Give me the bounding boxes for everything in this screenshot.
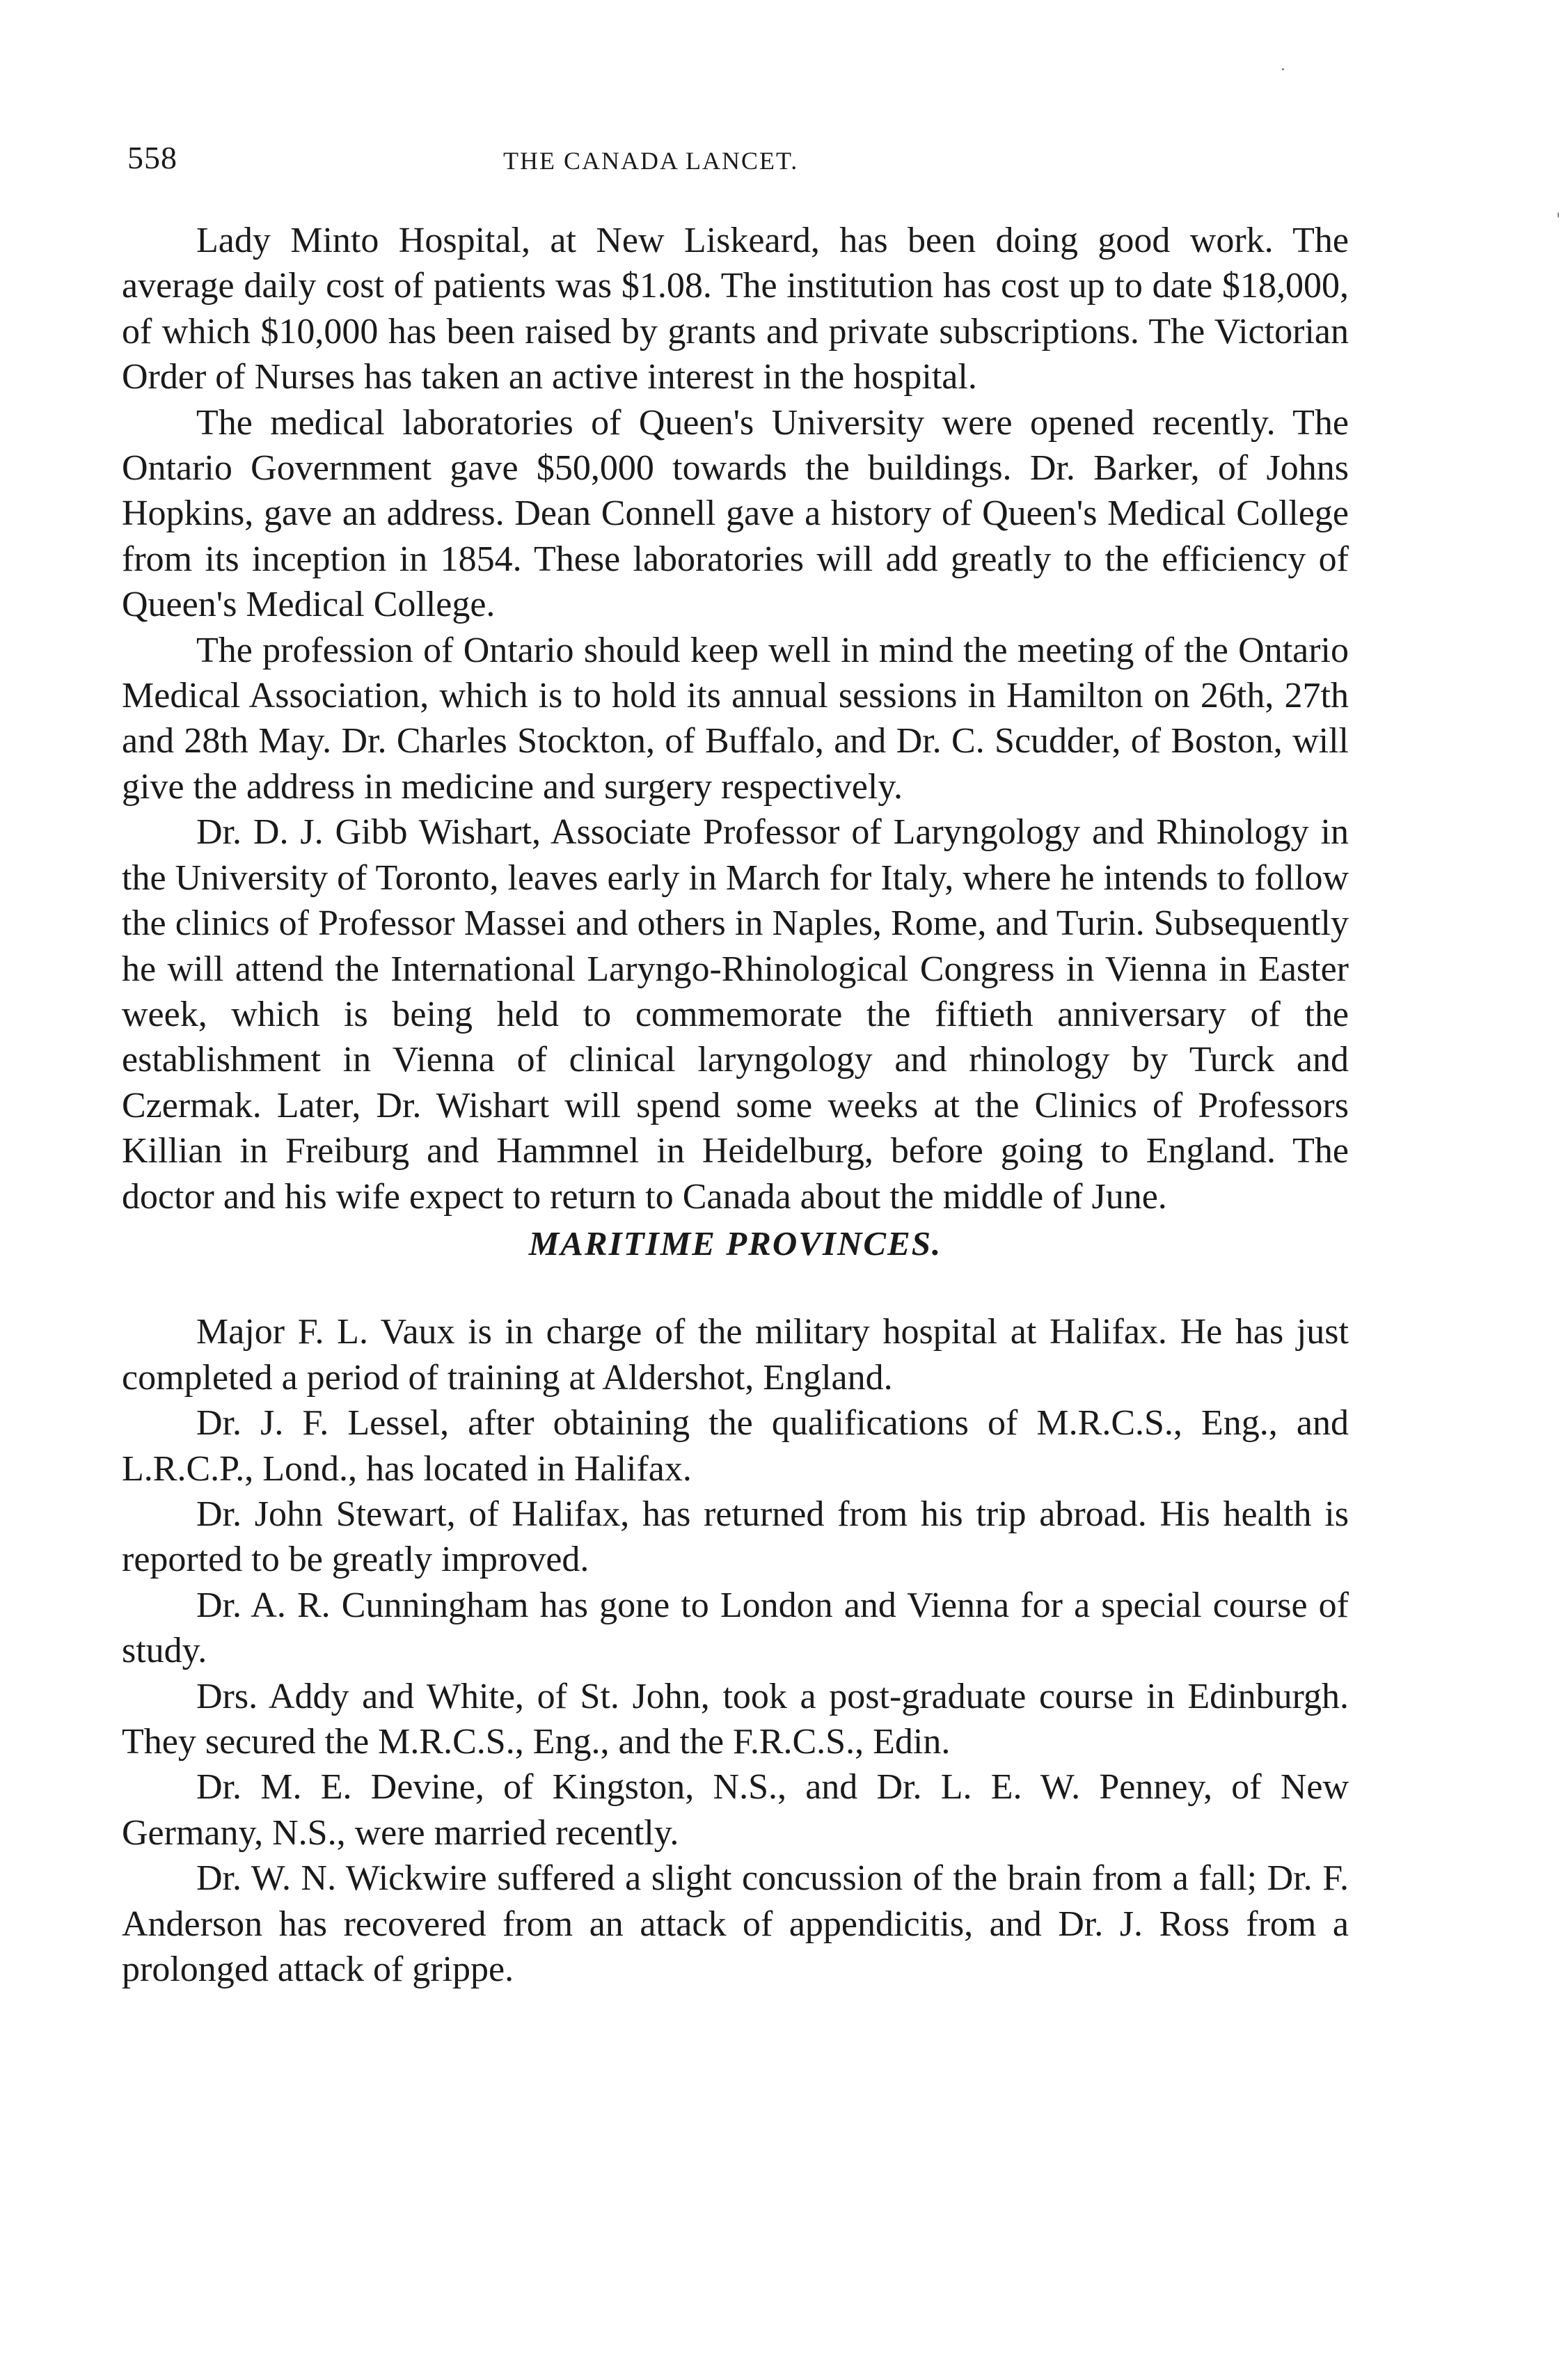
scan-speck	[1558, 212, 1559, 218]
paragraph-dr-wishart: Dr. D. J. Gibb Wishart, Associate Professor of Laryngology and Rhinology in the University of Toronto, leaves early in March for Italy, where he intends to follow the clinics of Professor Massei and others in Naples, Rome, and Turin. Subsequently he will attend the International Laryngo-Rhinological Congress in Vienna in Easter week, which is being held to commemorate the fiftieth anniversary of the establishment in Vienna of clinical laryngology and rhinology by Turck and Czermak. Later, Dr. Wishart will spend some weeks at the Clinics of Professors Killian in Freiburg and Hammnel in Heidelburg, before going to England. The doctor and his wife expect to return to Canada about the middle of June.	[122, 812, 1349, 1217]
paragraph-ontario-medical-association: The profession of Ontario should keep well in mind the meeting of the Ontario Medical Association, which is to hold its annual sessions in Hamilton on 26th, 27th and 28th May. Dr. Charles Stockton, of Buffalo, and Dr. C. Scudder, of Boston, will give the address in medicine and surgery respectively.	[122, 630, 1349, 807]
paragraph-dr-cunningham: Dr. A. R. Cunningham has gone to London and Vienna for a special course of study.	[122, 1585, 1349, 1671]
paragraph-major-vaux: Major F. L. Vaux is in charge of the military hospital at Halifax. He has just completed a period of training at Aldershot, England.	[122, 1312, 1349, 1398]
paragraph-queens-laboratories: The medical laboratories of Queen's University were opened recently. The Ontario Government gave $50,000 towards the buildings. Dr. Barker, of Johns Hopkins, gave an address. Dean Connell gave a history of Queen's Medical College from its inception in 1854. These laboratories will add greatly to the efficiency of Queen's Medical College.	[122, 402, 1349, 625]
section-heading-maritime-provinces: MARITIME PROVINCES.	[528, 1224, 942, 1263]
paragraph-devine-penney: Dr. M. E. Devine, of Kingston, N.S., and Dr. L. E. W. Penney, of New Germany, N.S., were married recently.	[122, 1767, 1349, 1853]
paragraph-dr-wickwire: Dr. W. N. Wickwire suffered a slight concussion of the brain from a fall; Dr. F. Anderson has recovered from an attack of appendicitis, and Dr. J. Ross from a prolonged attack of grippe.	[122, 1858, 1349, 1990]
paragraph-dr-stewart: Dr. John Stewart, of Halifax, has returned from his trip abroad. His health is reported to be greatly improved.	[122, 1494, 1349, 1580]
paragraph-drs-addy-white: Drs. Addy and White, of St. John, took a post-graduate course in Edinburgh. They secured the M.R.C.S., Eng., and the F.R.C.S., Edin.	[122, 1676, 1349, 1762]
article-body	[122, 218, 1349, 1992]
paragraph-lady-minto-hospital: Lady Minto Hospital, at New Liskeard, has been doing good work. The average daily cost of patients was $1.08. The institution has cost up to date $18,000, of which $10,000 has been raised by grants and private subscriptions. The Victorian Order of Nurses has taken an active interest in the hospital.	[122, 221, 1349, 397]
page-header	[127, 139, 1345, 181]
paragraph-dr-lessel: Dr. J. F. Lessel, after obtaining the qualifications of M.R.C.S., Eng., and L.R.C.P., Lond., has located in Halifax.	[122, 1403, 1349, 1489]
page-number: 558	[127, 140, 177, 175]
scan-speck	[1282, 68, 1284, 70]
running-head: THE CANADA LANCET.	[503, 147, 799, 175]
